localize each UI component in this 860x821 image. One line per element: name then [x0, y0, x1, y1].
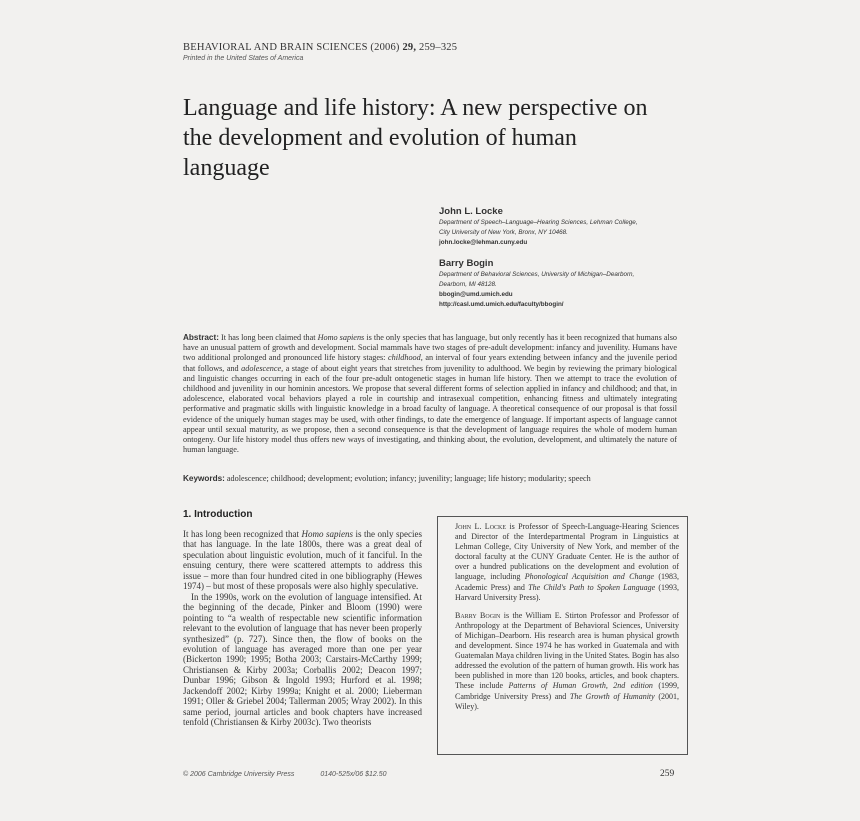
keywords — [183, 474, 677, 484]
abstract-text: an interval of four years extending between infancy and the juvenile period that follows, and — [183, 353, 677, 373]
abstract — [183, 333, 677, 455]
author-block-locke — [439, 205, 679, 248]
bio-text: is Professor of Speech-Language-Hearing Sciences and Director of the Interdepartmental Program in Linguistics at Lehman College, City University of New York, and member of the doctoral faculty at the CUNY Graduate Center. He is the author of over a hundred publications on the development and evolution of language, including — [455, 522, 679, 582]
bio-italic: Patterns of Human Growth, 2nd edition — [508, 681, 653, 691]
intro-paragraph — [183, 529, 422, 592]
page-footer — [183, 771, 387, 778]
journal-pages: 259–325 — [419, 42, 458, 53]
bio-text: (1983, Academic Press) and — [455, 572, 680, 592]
abstract-text: It has long been claimed that — [221, 333, 316, 342]
author-affiliation: City University of New York, Bronx, NY 10468. — [439, 229, 568, 236]
abstract-text: a stage of about eight years that stretches from juvenility to adulthood. We begin by reviewing the primary biological and linguistic changes occurring in each of the four pre-adult ontogenetic stages in human life history. Then we attempt to trace the evolution of childhood and juvenility in our hominin ancestors. We propose that several different forms of selection applied in infancy and childhood; and that, in adolescence, elaborated vocal behaviors played a role in courtship and intrasexual competition, enhancing fitness and ultimately integrating performative and pragmatic skills with linguistic knowledge in a broad faculty of language. A theoretical consequence of our proposal is that fossil evidence of the uniquely human stages may be used, with other findings, to date the emergence of language. If important aspects of language cannot appear until sexual maturity, as we propose, then a second consequence is that the development of language requires the whole of modern human ontogeny. Our life history model thus offers new ways of investigating, and thinking about, the evolution, development, and ultimately the nature of human language. — [183, 363, 678, 455]
author-affiliation: Dearborn, MI 48128. — [439, 281, 497, 288]
abstract-italic: childhood, — [387, 353, 423, 363]
author-name: Barry Bogin — [439, 258, 494, 269]
journal-header — [183, 42, 457, 53]
intro-text: It has long been recognized that — [183, 529, 299, 539]
section-heading: 1. Introduction — [183, 509, 253, 520]
intro-italic: Homo sapiens — [301, 529, 354, 539]
intro-paragraph: In the 1990s, work on the evolution of language intensified. At the beginning of the decade, Pinker and Bloom (1990) were pointing to “a wealth of respectable new scientific information relevant to the evolution of language that has never been properly synthesized” (p. 727). Since then, the flow of books on the evolution of language has averaged more than one per year (Bickerton 1990; 1995; Botha 2003; Carstairs-McCarthy 1999; Christiansen & Kirby 2003a; Corballis 2002; Deacon 1997; Dunbar 1996; Gibson & Ingold 1993; Hurford et al. 1998; Jackendoff 2002; Kirby 1999a; Knight et al. 2000; Lieberman 1991; Oller & Griebel 2004; Tallerman 2005; Wray 2002). In this same period, journal articles and book chapters have increased tenfold (Christiansen & Kirby 2003c). Two theorists — [183, 591, 422, 728]
bio-name: Barry Bogin — [455, 610, 501, 620]
abstract-label: Abstract: — [183, 333, 219, 342]
page-number: 259 — [660, 769, 675, 779]
bio-bogin — [455, 611, 679, 712]
author-email[interactable]: john.locke@lehman.cuny.edu — [439, 239, 528, 246]
bio-italic: The Growth of Humanity — [569, 691, 655, 701]
author-block-bogin — [439, 257, 679, 310]
abstract-italic: Homo sapiens — [317, 333, 365, 342]
bio-italic: Phonological Acquisition and Change — [524, 572, 655, 582]
journal-volume: 29, — [402, 42, 417, 53]
bio-locke — [455, 522, 679, 603]
keywords-label: Keywords: — [183, 474, 225, 483]
author-name: John L. Locke — [439, 206, 503, 217]
author-url[interactable]: http://casl.umd.umich.edu/faculty/bbogin/ — [439, 301, 564, 308]
intro-text: is the only species that has language. In the late 1800s, there was a great deal of speculation about linguistic evolution, much of it fanciful. In the ensuing century, there were scattered attempts to address this issue – more than four hundred cited in one bibliography (Hewes 1974) – but most of these proposals were also highly speculative. — [183, 529, 423, 592]
printed-notice: Printed in the United States of America — [183, 55, 304, 62]
abstract-italic: adolescence, — [241, 363, 284, 373]
bio-text: is the William E. Stirton Professor and Professor of Anthropology at the Department of Behavioral Sciences, University of Michigan–Dearborn. His research area is human physical growth and development. Since 1974 he has worked in Guatemala and with Guatemalan Maya children living in the United States. Bogin has also addressed the evolution of the pattern of human growth. His work has been published in more than 120 books, articles, and book chapters. These include — [455, 610, 679, 691]
copyright-notice: © 2006 Cambridge University Press — [183, 771, 295, 778]
bio-text: (2001, Wiley). — [455, 691, 680, 711]
keywords-text: adolescence; childhood; development; evolution; infancy; juvenility; language; life history; modularity; speech — [226, 474, 591, 483]
bio-italic: The Child's Path to Spoken Language — [528, 582, 656, 592]
author-affiliation: Department of Behavioral Sciences, University of Michigan–Dearborn, — [439, 271, 635, 278]
paper-title: Language and life history: A new perspective on the development and evolution of human language — [183, 95, 648, 181]
bio-text: (1999, Cambridge University Press) and — [455, 681, 680, 701]
author-list — [439, 205, 679, 319]
bio-text: (1993, Harvard University Press). — [455, 582, 680, 602]
author-email[interactable]: bbogin@umd.umich.edu — [439, 291, 513, 298]
abstract-text: is the only species that has language, but only recently has it been recognized that humans also have an unusual pattern of growth and development. Social mammals have two stages of pre-adult development: infancy and juvenility. Humans have two additional prolonged and pronounced life history stages: — [183, 333, 678, 363]
intro-body — [183, 529, 422, 728]
journal-name: BEHAVIORAL AND BRAIN SCIENCES (2006) — [183, 42, 400, 53]
author-bio-box — [437, 516, 688, 755]
author-affiliation: Department of Speech–Language–Hearing Sciences, Lehman College, — [439, 219, 638, 226]
issn-price: 0140-525x/06 $12.50 — [320, 771, 387, 778]
bio-name: John L. Locke — [455, 522, 507, 531]
